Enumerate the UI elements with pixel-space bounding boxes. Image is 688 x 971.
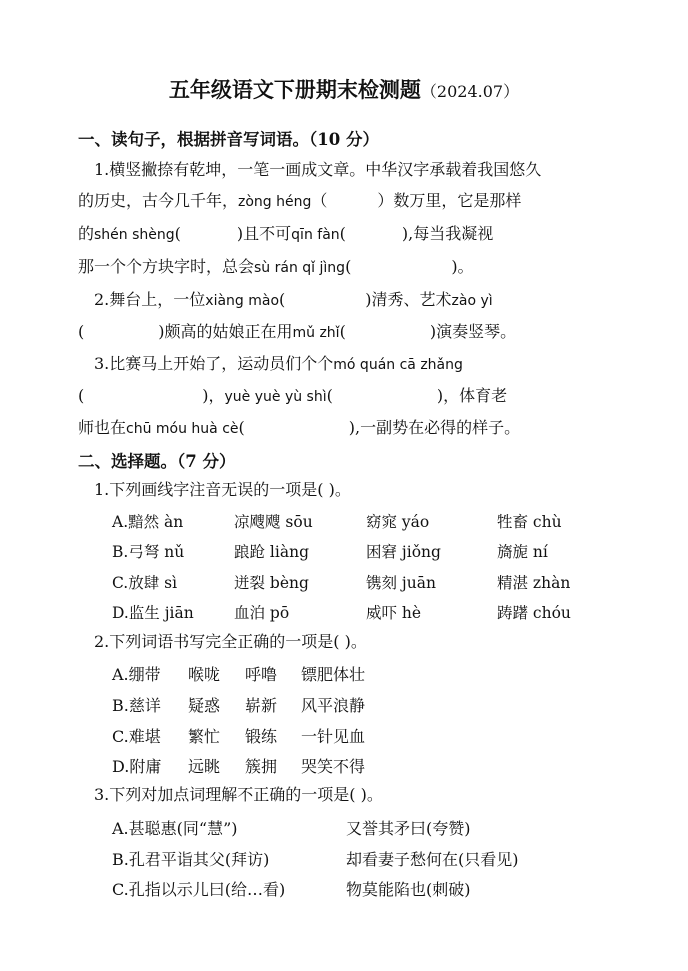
s2-q1-b-1: B.弓弩 nǔ	[112, 543, 185, 561]
s1-q1-line4: 那一个个方块字时，总会sù rán qǐ jìng( )。	[78, 257, 474, 276]
s2-q2-b-4: 风平浪静	[301, 696, 366, 715]
s2-q2-stem: 2.下列词语书写完全正确的一项是( )。	[94, 632, 367, 651]
s2-q3-a-1: A.甚聪惠(同“慧”)	[112, 819, 238, 838]
s2-q2-a-1: A.绷带	[112, 665, 161, 684]
s2-q2-b-2: 疑惑	[188, 696, 221, 715]
pinyin-shensheng: shén shèng	[94, 227, 175, 243]
pinyin-yueyueyushi: yuè yuè yù shì	[224, 389, 327, 405]
s2-q2-c-4: 一针见血	[301, 727, 366, 746]
s2-q1-a-2: 凉飕飕 sōu	[234, 513, 313, 531]
s2-q1-d-1: D.监生 jiān	[112, 604, 194, 622]
pinyin-moquancazhang: mó quán cā zhǎng	[333, 357, 463, 373]
pinyin-qinfan: qīn fàn	[291, 227, 340, 243]
section2-heading: 二、选择题。（7 分）	[78, 452, 236, 471]
section1-heading: 一、读句子，根据拼音写词语。（10 分）	[78, 130, 379, 149]
s2-q2-d-1: D.附庸	[112, 757, 162, 776]
s2-q2-d-3: 簇拥	[245, 757, 278, 776]
s2-q3-c-2: 物莫能陷也(刺破)	[346, 880, 471, 899]
s2-q1-a-1: A.黯然 àn	[112, 513, 184, 531]
s2-q2-a-3: 呼噜	[245, 665, 278, 684]
s1-q3-line1: 3.比赛马上开始了，运动员们个个mó quán cā zhǎng	[94, 354, 463, 373]
s2-q1-c-1: C.放肆 sì	[112, 574, 178, 592]
pinyin-zaoyi: zào yì	[451, 293, 493, 309]
page-title	[0, 74, 688, 104]
s2-q2-b-1: B.慈详	[112, 696, 161, 715]
s1-q1-line1: 1.横竖撇捺有乾坤，一笔一画成文章。中华汉字承载着我国悠久	[94, 160, 542, 179]
s2-q1-stem: 1.下列画线字注音无误的一项是( )。	[94, 480, 351, 499]
s2-q2-c-3: 锻练	[245, 727, 278, 746]
pinyin-xiangmao: xiàng mào	[205, 293, 280, 309]
s2-q2-d-4: 哭笑不得	[301, 757, 366, 776]
s2-q1-b-4: 旖旎 ní	[497, 543, 548, 561]
title-date: （2024.07）	[420, 82, 520, 101]
title-main: 五年级语文下册期末检测题	[168, 77, 421, 102]
s1-q2-line2: ( )颇高的姑娘正在用mǔ zhǐ( )演奏竖琴。	[78, 322, 517, 341]
s2-q1-d-3: 威吓 hè	[366, 604, 422, 622]
s2-q2-a-2: 喉咙	[188, 665, 221, 684]
pinyin-chumouhuace: chū móu huà cè	[126, 421, 239, 437]
s2-q1-d-2: 血泊 pō	[234, 604, 290, 622]
s2-q3-stem: 3.下列对加点词理解不正确的一项是( )。	[94, 785, 383, 804]
s2-q1-b-3: 困窘 jiǒng	[366, 543, 441, 561]
s1-q1-line3: 的shén shèng( )且不可qīn fàn( ),每当我凝视	[78, 224, 494, 243]
s2-q2-a-4: 镖肥体壮	[301, 665, 366, 684]
pinyin-muzhi: mǔ zhǐ	[292, 325, 340, 341]
s2-q3-b-1: B.孔君平诣其父(拜访)	[112, 850, 270, 869]
pinyin-zongheng: zòng héng	[238, 194, 312, 210]
s2-q2-d-2: 远眺	[188, 757, 221, 776]
s2-q2-c-1: C.难堪	[112, 727, 161, 746]
s2-q3-c-1: C.孔指以示儿曰(给…看)	[112, 880, 286, 899]
s2-q3-b-2: 却看妻子愁何在(只看见)	[346, 850, 519, 869]
s1-q3-line3: 师也在chū móu huà cè( ),一副势在必得的样子。	[78, 418, 521, 437]
s2-q1-c-2: 迸裂 bèng	[234, 574, 309, 592]
s2-q1-c-3: 镌刻 juān	[366, 574, 436, 592]
s1-q3-line2: ( )，yuè yuè yù shì( )，体育老	[78, 386, 508, 405]
pinyin-suranqijing: sù rán qǐ jìng	[254, 260, 346, 276]
s2-q2-c-2: 繁忙	[188, 727, 221, 746]
s2-q3-a-2: 又誉其矛曰(夸赞)	[346, 819, 471, 838]
s2-q1-c-4: 精湛 zhàn	[497, 574, 571, 592]
s2-q1-b-2: 踉跄 liàng	[234, 543, 309, 561]
s2-q1-d-4: 踌躇 chóu	[497, 604, 571, 622]
s2-q1-a-3: 窈窕 yáo	[366, 513, 430, 531]
s2-q1-a-4: 牲畜 chù	[497, 513, 562, 531]
s2-q2-b-3: 崭新	[245, 696, 278, 715]
s1-q2-line1: 2.舞台上，一位xiàng mào( )清秀、艺术zào yì	[94, 290, 493, 309]
s1-q1-line2: 的历史，古今几千年，zòng héng（ ）数万里，它是那样	[78, 191, 522, 210]
